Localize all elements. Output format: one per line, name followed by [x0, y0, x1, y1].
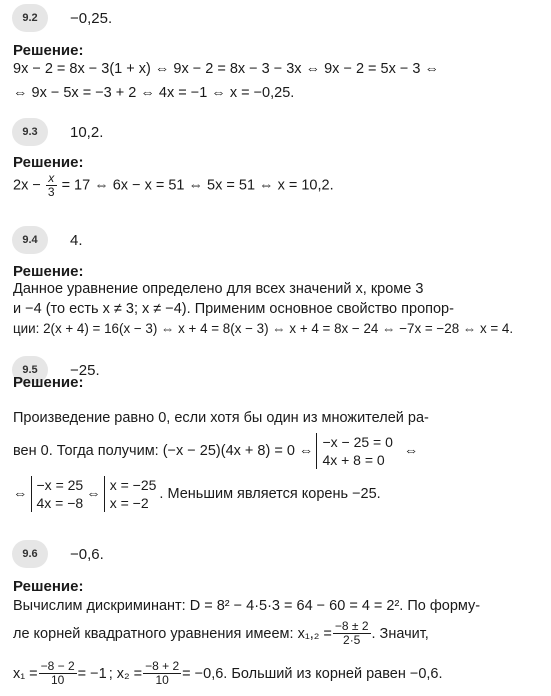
answer: −25.	[70, 361, 100, 379]
solution-label: Решение:	[13, 154, 84, 171]
solution-label: Решение:	[13, 578, 84, 595]
solution-line: 2x − $\frac{x}{3}$ = 17 ⇔ 6x − x = 51 ⇔ 5x = 51 ⇔ x = 10,2.	[13, 171, 334, 199]
system-bracket: −x − 25 = 0 4x + 8 = 0	[316, 433, 392, 469]
solution-line: x₁ = $\frac{-8 - 2}{10}$ = −1 ; x₂ = $\frac{-8 + 2}{10}$ = −0,6. Больший из корней равен −0,6.	[13, 659, 443, 687]
solution-line: Произведение равно 0, если хотя бы один из множителей ра-	[13, 410, 429, 426]
fraction: $\frac{-8 \pm 2}{2\cdot 5}$	[334, 619, 369, 647]
system-bracket: −x = 25 4x = −8	[31, 476, 84, 512]
solution-line: Вычислим дискриминант: D = 8² − 4·5·3 = 64 − 60 = 4 = 2². По форму-	[13, 598, 481, 614]
solution-line: ⇔ 9x − 5x = −3 + 2 ⇔ 4x = −1 ⇔ x = −0,25.	[13, 85, 295, 101]
solution-label: Решение:	[13, 374, 84, 391]
problem-number-badge: 9.6	[12, 540, 48, 568]
problem-number-badge: 9.2	[12, 4, 48, 32]
solution-label: Решение:	[13, 42, 84, 59]
solution-label: Решение:	[13, 263, 84, 280]
problem-number-badge: 9.5	[12, 356, 48, 384]
answer: −0,6.	[70, 545, 104, 563]
answer: 4.	[70, 231, 83, 249]
solution-line: ле корней квадратного уравнения имеем: x₁,₂ = $\frac{-8 \pm 2}{2\cdot 5}$ . Значит,	[13, 619, 429, 647]
problem-number-badge: 9.4	[12, 226, 48, 254]
answer: 10,2.	[70, 123, 104, 141]
fraction: $\frac{-8 - 2}{10}$	[40, 659, 75, 687]
solution-line: Данное уравнение определено для всех значений x, кроме 3	[13, 281, 424, 297]
solution-line: ции: 2(x + 4) = 16(x − 3) ⇔ x + 4 = 8(x − 3) ⇔ x + 4 = 8x − 24 ⇔ −7x = −28 ⇔ x = 4.	[13, 321, 514, 336]
fraction: $\frac{-8 + 2}{10}$	[145, 659, 180, 687]
solution-line: вен 0. Тогда получим: (−x − 25)(4x + 8) = 0 ⇔ −x − 25 = 0 4x + 8 = 0 ⇔	[13, 434, 419, 468]
system-bracket: x = −25 x = −2	[104, 476, 157, 512]
fraction: $\frac{x}{3}$	[47, 171, 55, 199]
solution-line: и −4 (то есть x ≠ 3; x ≠ −4). Применим основное свойство пропор-	[13, 301, 454, 317]
solution-line: 9x − 2 = 8x − 3(1 + x) ⇔ 9x − 2 = 8x − 3 − 3x ⇔ 9x − 2 = 5x − 3 ⇔	[13, 61, 439, 77]
answer: −0,25.	[70, 9, 113, 27]
problem-number-badge: 9.3	[12, 118, 48, 146]
solution-line: ⇔ −x = 25 4x = −8 ⇔ x = −25 x = −2 . Меньшим является корень −25.	[13, 477, 381, 511]
